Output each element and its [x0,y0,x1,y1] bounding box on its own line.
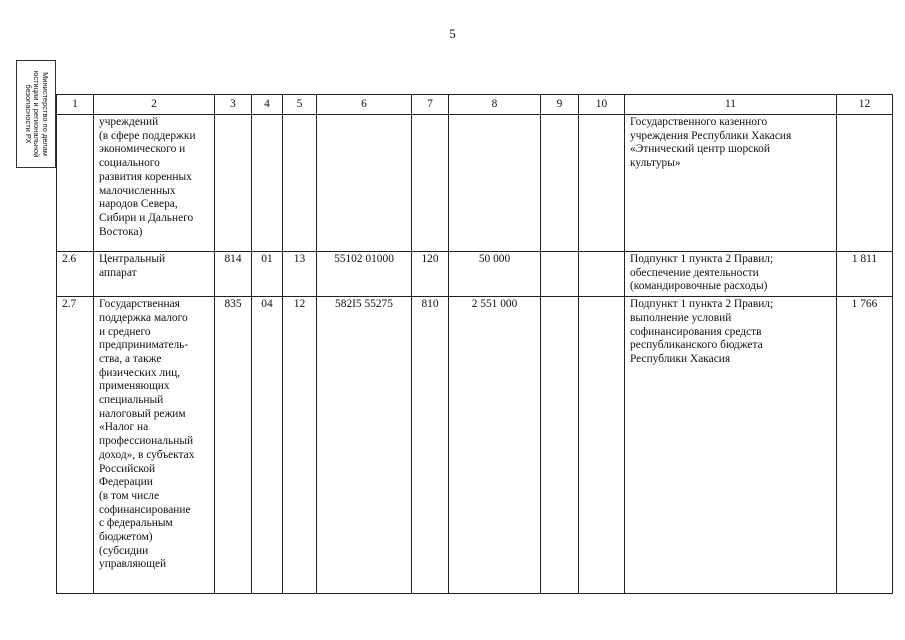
table-cell [837,115,893,252]
table-header-row [57,95,893,115]
row-number: 2.7 [57,297,94,594]
budget-table [56,94,893,594]
column-header: 12 [837,95,893,115]
table-cell [579,297,625,594]
column-header: 10 [579,95,625,115]
column-header: 1 [57,95,94,115]
table-row [57,115,893,252]
row-number: 2.6 [57,252,94,297]
table-cell: 810 [412,297,449,594]
column-header: 5 [283,95,317,115]
table-row [57,297,893,594]
column-header: 4 [252,95,283,115]
table-cell: 55102 01000 [317,252,412,297]
column-header: 9 [541,95,579,115]
table-cell: 50 000 [449,252,541,297]
table-row [57,252,893,297]
stamp-line: юстиции и региональной [32,70,42,158]
table-cell: 01 [252,252,283,297]
row-name: Государственная поддержка малого и среднего предприниматель- ства, а также физических лиц, применяющих специальный налоговый режим «Налог на профессиональный доход», в субъектах Российской Федерации (в том числе софинансирование с федеральным бюджетом) (субсидии управляющей [94,297,215,594]
table-cell [579,252,625,297]
stamp-line: безопасности РХ [23,84,33,144]
column-header: 7 [412,95,449,115]
table-cell [541,297,579,594]
column-header: 6 [317,95,412,115]
column-header: 3 [215,95,252,115]
table-cell: 1 811 [837,252,893,297]
column-header: 11 [625,95,837,115]
table-cell [541,115,579,252]
column-header: 2 [94,95,215,115]
row-name: Центральный аппарат [94,252,215,297]
page-number: 5 [449,26,456,41]
column-header: 8 [449,95,541,115]
table-cell [317,115,412,252]
table-cell [215,115,252,252]
table-cell: 814 [215,252,252,297]
table-cell: 1 766 [837,297,893,594]
table-cell [579,115,625,252]
table-cell: 582I5 55275 [317,297,412,594]
table-cell [541,252,579,297]
table-cell [412,115,449,252]
table-cell [449,115,541,252]
table-cell: 13 [283,252,317,297]
row-basis: Подпункт 1 пункта 2 Правил; обеспечение деятельности (командировочные расходы) [625,252,837,297]
table-cell: 120 [412,252,449,297]
table-cell: 04 [252,297,283,594]
table-cell: 12 [283,297,317,594]
row-number [57,115,94,252]
table-cell [252,115,283,252]
table-cell [283,115,317,252]
row-basis: Государственного казенного учреждения Республики Хакасия «Этнический центр шорской культуры» [625,115,837,252]
stamp-line: Министерство по делам [40,72,50,156]
table-cell: 2 551 000 [449,297,541,594]
table-cell: 835 [215,297,252,594]
row-name: учреждений (в сфере поддержки экономического и социального развития коренных малочисленных народов Севера, Сибири и Дальнего Востока) [94,115,215,252]
stamp-text [23,62,49,166]
row-basis: Подпункт 1 пункта 2 Правил; выполнение условий софинансирования средств республиканского бюджета Республики Хакасия [625,297,837,594]
ministry-stamp [16,60,56,168]
